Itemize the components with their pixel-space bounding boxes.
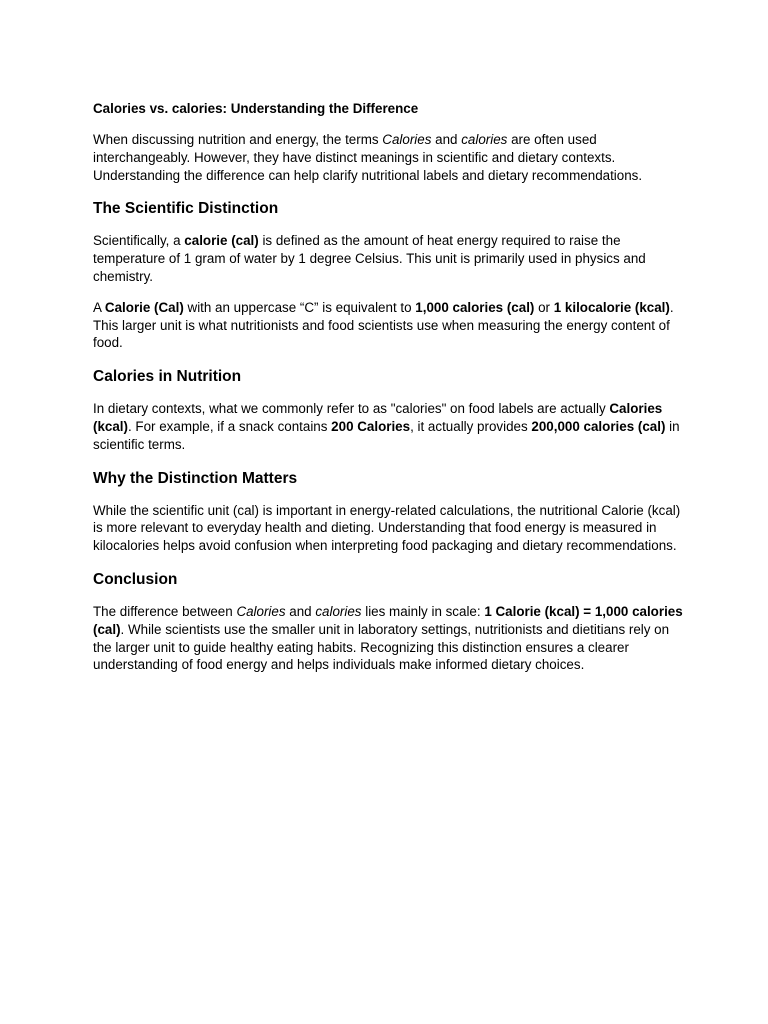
intro-text-italic: Calories [382, 132, 432, 147]
body-text: with an uppercase “C” is equivalent to [183, 299, 416, 315]
paragraph-calorie-definition [93, 232, 683, 285]
intro-text: are often used interchangeably. However, they have distinct meanings in scientific and dietary contexts. Understanding the difference can help clarify nutritional labels and dietary recommendations. [93, 132, 643, 183]
body-text: . For example, if a snack contains [127, 418, 332, 434]
paragraph-kilocalorie-definition [93, 299, 683, 352]
section-heading-conclusion: Conclusion [93, 570, 178, 588]
body-text: or [534, 299, 554, 315]
bold-term: 200,000 calories (cal) [531, 418, 666, 434]
body-text: , it actually provides [410, 418, 532, 434]
italic-term: calories [315, 603, 362, 619]
body-text: is defined as the amount of heat energy required to raise the temperature of 1 gram of water by 1 degree Celsius. This unit is primarily used in physics and chemistry. [93, 233, 646, 284]
body-text: lies mainly in scale: [361, 603, 485, 619]
body-text: and [285, 603, 316, 619]
bold-term: Calories (kcal) [93, 401, 663, 434]
intro-paragraph [93, 131, 683, 184]
body-text: In dietary contexts, what we commonly refer to as "calories" on food labels are actually [93, 401, 610, 417]
document-page [93, 100, 683, 687]
body-text: . While scientists use the smaller unit in laboratory settings, nutritionists and dietitians rely on the larger unit to guide healthy eating habits. Recognizing this distinction ensures a clearer understanding of food energy and helps individuals make informed dietary choices. [93, 621, 670, 673]
bold-term: calorie (cal) [184, 233, 259, 249]
body-text: . This larger unit is what nutritionists and food scientists use when measuring the energy content of food. [93, 299, 674, 351]
intro-text: and [431, 132, 462, 147]
bold-term: 200 Calories [331, 418, 411, 434]
italic-term: Calories [236, 603, 286, 619]
paragraph-why-matters [93, 502, 683, 555]
section-heading-calories-in-nutrition: Calories in Nutrition [93, 368, 242, 386]
paragraph-conclusion [93, 603, 683, 674]
document-title: Calories vs. calories: Understanding the Difference [93, 101, 419, 116]
bold-term: Calorie (Cal) [104, 299, 184, 315]
bold-term: 1 Calorie (kcal) = 1,000 calories (cal) [93, 603, 683, 637]
body-text: in scientific terms. [93, 418, 680, 452]
body-text: A [93, 299, 105, 315]
body-text: Scientifically, a [93, 233, 185, 249]
bold-term: 1,000 calories (cal) [415, 299, 535, 315]
paragraph-nutrition [93, 400, 683, 453]
body-text: The difference between [93, 603, 237, 619]
intro-text-italic: calories [461, 132, 508, 147]
section-heading-why-distinction-matters: Why the Distinction Matters [93, 469, 298, 487]
section-heading-scientific-distinction: The Scientific Distinction [93, 200, 279, 218]
bold-term: 1 kilocalorie (kcal) [553, 299, 670, 315]
intro-text: When discussing nutrition and energy, the terms [93, 132, 383, 147]
body-text: While the scientific unit (cal) is important in energy-related calculations, the nutritional Calorie (kcal) is more relevant to everyday health and dieting. Understanding that food energy is measured in kilocalories helps avoid confusion when interpreting food packaging and dietary recommendations. [93, 502, 681, 554]
